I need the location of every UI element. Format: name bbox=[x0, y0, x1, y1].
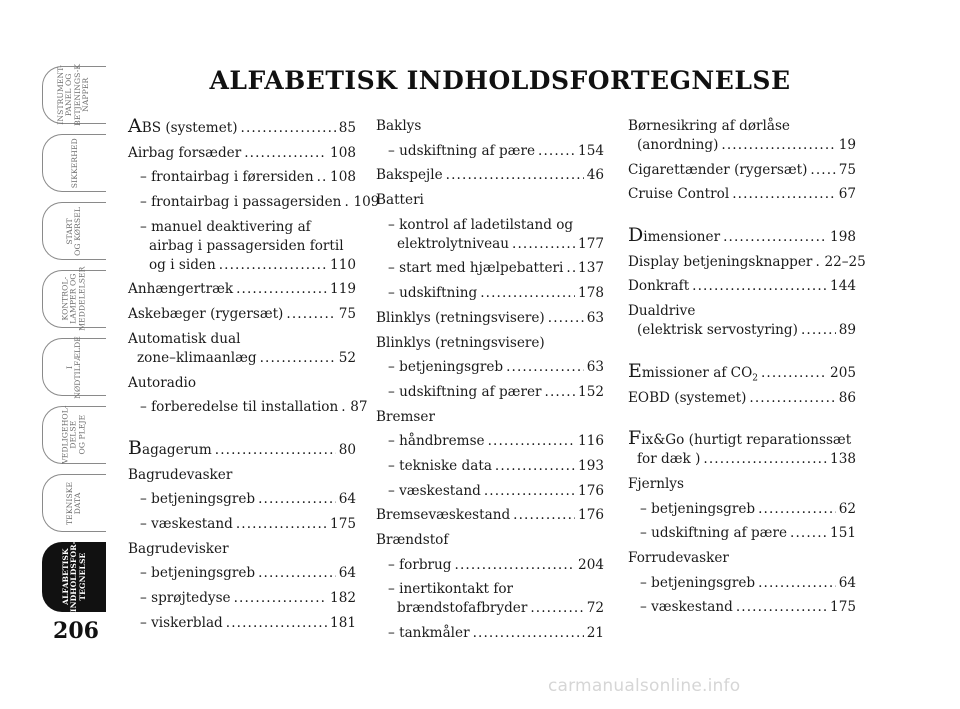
index-entry bbox=[128, 330, 356, 368]
page-ref[interactable]: 89 bbox=[838, 322, 856, 339]
page-ref[interactable]: 198 bbox=[830, 229, 856, 246]
index-subentry bbox=[376, 216, 604, 254]
index-subentry bbox=[376, 556, 604, 575]
entry-label: – væskestand bbox=[388, 482, 481, 499]
page-ref[interactable]: 64 bbox=[338, 491, 356, 508]
index-entry bbox=[128, 117, 356, 138]
entry-label-cont: airbag i passagersiden fortil bbox=[149, 237, 344, 254]
leader-dots bbox=[758, 500, 836, 519]
index-column-1 bbox=[128, 115, 380, 638]
tab-emergency[interactable] bbox=[42, 335, 106, 399]
index-subentry bbox=[376, 432, 604, 451]
index-subentry bbox=[628, 574, 856, 593]
page-ref[interactable]: 154 bbox=[578, 142, 604, 159]
page-ref[interactable]: 138 bbox=[830, 451, 856, 468]
entry-label: – forbrug bbox=[388, 556, 452, 573]
entry-label: – start med hjælpebatteri bbox=[388, 260, 564, 277]
entry-label: Baklys bbox=[376, 118, 422, 134]
index-entry bbox=[376, 309, 604, 328]
page-ref[interactable]: 176 bbox=[578, 482, 604, 499]
index-entry bbox=[628, 359, 856, 384]
index-subentry bbox=[376, 482, 604, 501]
page-ref[interactable]: 204 bbox=[578, 556, 604, 573]
entry-label-cont: (anordning) bbox=[637, 137, 719, 153]
page-ref[interactable]: 193 bbox=[578, 457, 604, 474]
leader-dots bbox=[236, 515, 327, 534]
page-ref[interactable]: 52 bbox=[338, 349, 356, 366]
page-ref[interactable]: 176 bbox=[578, 507, 604, 524]
leader-dots bbox=[736, 598, 827, 617]
page-ref[interactable]: 19 bbox=[838, 137, 856, 153]
page-ref[interactable]: 177 bbox=[578, 235, 604, 252]
leader-dots bbox=[488, 432, 575, 451]
entry-label: – håndbremse bbox=[388, 433, 485, 450]
entry-label: – tankmåler bbox=[388, 625, 470, 642]
page-ref[interactable]: 175 bbox=[330, 515, 356, 532]
section-letter: B bbox=[128, 436, 142, 459]
page-ref[interactable]: 64 bbox=[838, 574, 856, 591]
index-subentry bbox=[376, 284, 604, 303]
entry-label: Cigarettænder (rygersæt) bbox=[628, 161, 808, 178]
entry-label: ix&Go (hurtigt reparationssæt bbox=[641, 432, 852, 449]
entry-label: Donkraft bbox=[628, 278, 690, 295]
entry-label: Display betjeningsknapper bbox=[628, 253, 813, 270]
page-ref[interactable]: 108 bbox=[330, 169, 356, 186]
entry-label-cont: zone–klimaanlæg bbox=[137, 349, 257, 366]
page-ref[interactable]: 62 bbox=[838, 500, 856, 517]
index-subentry bbox=[376, 624, 604, 643]
watermark: carmanualsonline.info bbox=[548, 676, 741, 696]
entry-label: Bagrudevasker bbox=[128, 466, 233, 483]
leader-dots bbox=[513, 506, 575, 525]
entry-label-cont: elektrolytniveau bbox=[397, 235, 509, 252]
leader-dots bbox=[241, 119, 336, 138]
index-subentry bbox=[376, 383, 604, 402]
tab-label: SIKKERHED bbox=[69, 138, 79, 188]
tab-label: INSTRUMENT- PANEL OG BETJENINGS-K NAPPER bbox=[56, 63, 91, 127]
leader-dots bbox=[545, 383, 576, 402]
page-ref[interactable]: 67 bbox=[838, 186, 856, 203]
page-ref[interactable]: 178 bbox=[578, 285, 604, 302]
index-column-3 bbox=[628, 117, 866, 623]
index-subentry bbox=[376, 457, 604, 476]
page-ref[interactable]: 137 bbox=[578, 260, 604, 277]
entry-label: – frontairbag i førersiden bbox=[140, 169, 314, 186]
entry-label: Dualdrive bbox=[628, 303, 696, 320]
page-ref[interactable]: 152 bbox=[578, 383, 604, 400]
section-letter: D bbox=[628, 224, 644, 247]
tab-label: I NØDTILFÆLDE bbox=[65, 335, 83, 399]
leader-dots bbox=[548, 309, 584, 328]
leader-dots bbox=[512, 235, 575, 254]
entry-label: Blinklys (retningsvisere) bbox=[376, 334, 545, 351]
leader-dots bbox=[286, 305, 335, 324]
entry-label: – betjeningsgreb bbox=[388, 359, 504, 376]
page-ref[interactable]: 75 bbox=[338, 306, 356, 323]
page-ref[interactable]: 182 bbox=[330, 590, 356, 606]
entry-label: Brændstof bbox=[376, 532, 449, 548]
chapter-tabs bbox=[42, 63, 106, 622]
tab-start-driving[interactable] bbox=[42, 202, 106, 260]
entry-label-cont: brændstofafbryder bbox=[397, 600, 528, 617]
leader-dots bbox=[790, 524, 827, 543]
entry-label: – udskiftning bbox=[388, 285, 478, 302]
page-ref[interactable]: 144 bbox=[830, 278, 856, 295]
leader-dots bbox=[703, 450, 827, 469]
entry-label: BS (systemet) bbox=[141, 120, 238, 136]
index-entry bbox=[376, 506, 604, 525]
leader-dots bbox=[484, 482, 575, 501]
section-letter: A bbox=[128, 115, 142, 137]
index-column-2 bbox=[376, 117, 604, 649]
index-subentry bbox=[376, 580, 604, 618]
index-entry bbox=[628, 429, 856, 469]
entry-label: Bremsevæskestand bbox=[376, 507, 511, 524]
tab-instrument-panel[interactable] bbox=[42, 63, 106, 127]
index-entry bbox=[128, 144, 356, 163]
leader-dots bbox=[260, 349, 336, 368]
leader-dots bbox=[226, 614, 327, 633]
entry-label: Fjernlys bbox=[628, 475, 684, 492]
entry-label: Bagrudevisker bbox=[128, 540, 229, 557]
page-ref[interactable]: 151 bbox=[830, 525, 856, 542]
index-entry bbox=[128, 280, 356, 299]
entry-label: – kontrol af ladetilstand og bbox=[388, 216, 574, 233]
leader-dots bbox=[761, 364, 827, 383]
tab-label: VEDLIGEHOL- DELSE OG PLEJE bbox=[60, 405, 87, 465]
page-ref[interactable]: 108 bbox=[330, 144, 356, 161]
tab-alphabetical-index[interactable] bbox=[42, 542, 106, 612]
leader-dots bbox=[810, 161, 835, 180]
entry-label: – betjeningsgreb bbox=[140, 491, 256, 508]
section-letter: F bbox=[628, 427, 642, 450]
index-subentry bbox=[128, 193, 380, 212]
leader-dots bbox=[215, 441, 336, 460]
entry-label: Airbag forsæder bbox=[128, 144, 242, 161]
page-ref[interactable]: 86 bbox=[838, 389, 856, 406]
index-entry bbox=[128, 436, 356, 460]
index-entry bbox=[628, 117, 856, 155]
entry-label: – væskestand bbox=[140, 515, 233, 532]
leader-dots bbox=[495, 457, 575, 476]
entry-label: Askebæger (rygersæt) bbox=[128, 306, 284, 323]
page-ref[interactable]: 80 bbox=[338, 441, 356, 458]
index-subentry bbox=[128, 515, 356, 534]
page-ref[interactable]: 85 bbox=[338, 120, 356, 136]
index-subentry bbox=[128, 168, 356, 187]
tab-maintenance[interactable] bbox=[42, 406, 106, 464]
index-subentry bbox=[128, 218, 356, 275]
entry-label: Automatisk dual bbox=[128, 330, 241, 347]
tab-label: KONTROL- LAMPER OG MEDDELELSER bbox=[60, 266, 87, 332]
leader-dots bbox=[234, 589, 327, 608]
entry-label-cont: og i siden bbox=[149, 256, 216, 273]
index-entry bbox=[128, 305, 356, 324]
entry-label: – frontairbag i passagersiden bbox=[140, 194, 342, 211]
entry-label-cont: for dæk ) bbox=[637, 451, 701, 468]
leader-dots bbox=[538, 142, 575, 161]
index-subentry bbox=[376, 358, 604, 377]
leader-dots bbox=[530, 599, 583, 618]
leader-dots bbox=[723, 228, 827, 247]
index-subentry bbox=[628, 598, 856, 617]
tab-label: TEKNISKE DATA bbox=[65, 481, 83, 525]
entry-label: – udskiftning af pære bbox=[640, 525, 787, 542]
page-title: ALFABETISK INDHOLDSFORTEGNELSE bbox=[209, 66, 791, 95]
page-ref[interactable]: 21 bbox=[586, 625, 604, 642]
leader-dots bbox=[732, 185, 836, 204]
entry-label: Bremser bbox=[376, 408, 435, 425]
tab-label: START OG KØRSEL bbox=[65, 206, 83, 256]
index-entry bbox=[628, 277, 856, 296]
page-ref[interactable]: 87 bbox=[350, 399, 368, 416]
entry-label: Autoradio bbox=[128, 374, 197, 391]
entry-label: – viskerblad bbox=[140, 614, 223, 631]
entry-label: Anhængertræk bbox=[128, 281, 234, 298]
tab-label: ALFABETISK INDHOLDSFOR- TEGNELSE bbox=[60, 541, 87, 613]
leader-dots bbox=[317, 168, 327, 187]
page-ref[interactable]: 63 bbox=[586, 309, 604, 326]
page-ref[interactable]: 63 bbox=[586, 359, 604, 376]
page-ref[interactable]: 181 bbox=[330, 614, 356, 631]
leader-dots bbox=[219, 256, 327, 275]
entry-label: – forberedelse til installation bbox=[140, 399, 339, 416]
index-subentry bbox=[376, 142, 604, 161]
entry-label: – udskiftning af pære bbox=[388, 142, 535, 159]
entry-label: Batteri bbox=[376, 192, 424, 209]
entry-label: Forrudevasker bbox=[628, 549, 729, 566]
tab-safety[interactable] bbox=[42, 134, 106, 192]
index-subentry bbox=[128, 398, 368, 417]
page-ref[interactable]: 64 bbox=[338, 565, 356, 582]
index-subentry bbox=[128, 490, 356, 509]
leader-dots bbox=[341, 398, 347, 417]
index-entry bbox=[628, 253, 866, 272]
index-subentry bbox=[628, 524, 856, 543]
page-ref[interactable]: 119 bbox=[330, 281, 356, 298]
page-ref[interactable]: 72 bbox=[586, 600, 604, 617]
leader-dots bbox=[749, 389, 835, 408]
leader-dots bbox=[815, 253, 821, 272]
leader-dots bbox=[258, 490, 336, 509]
entry-label: – manuel deaktivering af bbox=[140, 218, 311, 235]
page-ref[interactable]: 22–25 bbox=[824, 253, 866, 270]
index-subentry bbox=[128, 614, 356, 633]
leader-dots bbox=[244, 144, 327, 163]
page-ref[interactable]: 110 bbox=[330, 256, 356, 273]
page-ref[interactable]: 116 bbox=[578, 433, 604, 450]
page-number: 206 bbox=[53, 618, 99, 644]
subscript: 2 bbox=[752, 373, 758, 384]
entry-label: – væskestand bbox=[640, 599, 733, 616]
entry-label: – inertikontakt for bbox=[388, 581, 514, 598]
leader-dots bbox=[480, 284, 575, 303]
leader-dots bbox=[446, 166, 584, 185]
page-ref[interactable]: 46 bbox=[586, 167, 604, 184]
entry-label: – udskiftning af pærer bbox=[388, 383, 542, 400]
index-entry bbox=[628, 185, 856, 204]
entry-label: Børnesikring af dørlåse bbox=[628, 118, 790, 134]
page-ref[interactable]: 205 bbox=[830, 364, 856, 381]
leader-dots bbox=[344, 193, 350, 212]
tab-warning-lights[interactable] bbox=[42, 266, 106, 332]
leader-dots bbox=[692, 277, 827, 296]
entry-label-cont: (elektrisk servostyring) bbox=[637, 322, 798, 339]
page-ref[interactable]: 175 bbox=[830, 599, 856, 616]
leader-dots bbox=[236, 280, 327, 299]
leader-dots bbox=[758, 574, 836, 593]
leader-dots bbox=[506, 358, 584, 377]
leader-dots bbox=[473, 624, 584, 643]
leader-dots bbox=[721, 136, 835, 155]
page-ref[interactable]: 109 bbox=[353, 194, 380, 211]
entry-label: – betjeningsgreb bbox=[640, 500, 756, 517]
leader-dots bbox=[258, 564, 336, 583]
leader-dots bbox=[801, 321, 836, 340]
index-entry bbox=[376, 166, 604, 185]
index-subentry bbox=[628, 500, 856, 519]
entry-label: – sprøjtedyse bbox=[140, 590, 231, 606]
entry-label: missioner af CO bbox=[641, 364, 753, 381]
entry-label: EOBD (systemet) bbox=[628, 389, 747, 406]
entry-label: Bakspejle bbox=[376, 167, 443, 184]
index-entry bbox=[628, 226, 856, 247]
leader-dots bbox=[566, 259, 575, 278]
entry-label: – betjeningsgreb bbox=[640, 574, 756, 591]
tab-technical-data[interactable] bbox=[42, 474, 106, 532]
section-letter: E bbox=[628, 359, 642, 382]
leader-dots bbox=[455, 556, 576, 575]
entry-label: – betjeningsgreb bbox=[140, 565, 256, 582]
index-entry bbox=[628, 302, 856, 340]
index-subentry bbox=[128, 564, 356, 583]
index-subentry bbox=[128, 589, 356, 608]
page-ref[interactable]: 75 bbox=[838, 161, 856, 178]
entry-label: agagerum bbox=[141, 441, 212, 458]
index-entry bbox=[628, 389, 856, 408]
entry-label: Blinklys (retningsvisere) bbox=[376, 309, 545, 326]
entry-label: imensioner bbox=[643, 229, 721, 246]
index-entry bbox=[628, 161, 856, 180]
entry-label: – tekniske data bbox=[388, 457, 492, 474]
index-subentry bbox=[376, 259, 604, 278]
entry-label: Cruise Control bbox=[628, 186, 730, 203]
